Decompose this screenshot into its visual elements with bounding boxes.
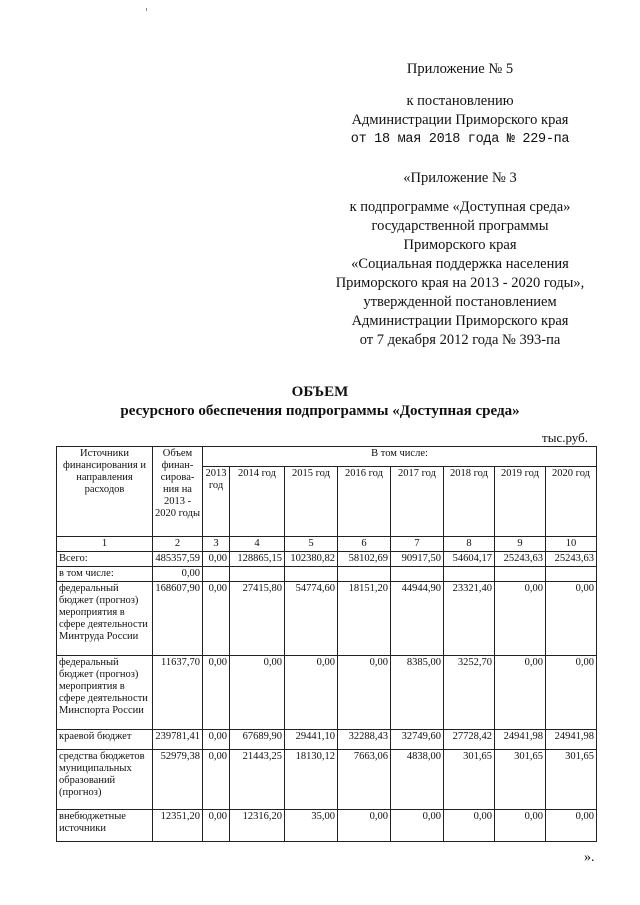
cell-value: 0,00 (495, 656, 546, 730)
resolution-date-number: от 18 мая 2018 года № 229-па (350, 132, 570, 147)
column-number: 10 (546, 537, 597, 552)
sub-appendix-label: «Приложение № 3 (403, 170, 517, 186)
table-row-federal-minsport (57, 656, 597, 730)
cell-value: 12316,20 (230, 810, 285, 842)
subprogram-line: Администрации Приморского края (351, 313, 569, 329)
table-row-extrabudgetary (57, 810, 597, 842)
row-label: федеральный бюджет (прогноз) мероприятия в сфере деятельности Минтруда России (57, 582, 153, 656)
closing-quote: ». (584, 850, 595, 865)
row-label: средства бюджетов муниципальных образований (прогноз) (57, 750, 153, 810)
cell-value: 90917,50 (391, 552, 444, 567)
header-year: 2016 год (338, 467, 391, 537)
cell-value: 12351,20 (153, 810, 203, 842)
table-row-including (57, 567, 597, 582)
cell-value: 301,65 (495, 750, 546, 810)
header-year: 2015 год (285, 467, 338, 537)
header-year: 2014 год (230, 467, 285, 537)
subprogram-line: к подпрограмме «Доступная среда» (349, 199, 571, 215)
cell-value: 0,00 (203, 552, 230, 567)
cell-value: 67689,90 (230, 730, 285, 750)
document-title: ОБЪЕМ (291, 384, 349, 400)
cell-value: 24941,98 (495, 730, 546, 750)
cell-value: 168607,90 (153, 582, 203, 656)
cell-value: 27415,80 (230, 582, 285, 656)
cell-value: 0,00 (546, 656, 597, 730)
cell-value: 25243,63 (546, 552, 597, 567)
cell-value: 18130,12 (285, 750, 338, 810)
cell-value: 27728,42 (444, 730, 495, 750)
column-number: 5 (285, 537, 338, 552)
resolution-reference (300, 92, 620, 149)
cell-value: 0,00 (391, 810, 444, 842)
cell-value: 29441,10 (285, 730, 338, 750)
resolution-to: к постановлению (406, 93, 514, 109)
unit-label: тыс.руб. (542, 430, 588, 445)
cell-value: 0,00 (338, 810, 391, 842)
column-number: 3 (203, 537, 230, 552)
cell-value: 23321,40 (444, 582, 495, 656)
sub-appendix (300, 169, 620, 188)
header-year: 2020 год (546, 467, 597, 537)
row-label: Всего: (57, 552, 153, 567)
table-row-regional (57, 730, 597, 750)
cell-value: 102380,82 (285, 552, 338, 567)
cell-value (391, 567, 444, 582)
table-header-row (57, 447, 597, 467)
cell-value: 0,00 (153, 567, 203, 582)
subprogram-line: Приморского края на 2013 - 2020 годы», (335, 275, 585, 291)
cell-value (444, 567, 495, 582)
subprogram-reference (300, 198, 620, 350)
column-number: 9 (495, 537, 546, 552)
row-label: внебюджетные источники (57, 810, 153, 842)
header-year: 2019 год (495, 467, 546, 537)
cell-value: 301,65 (444, 750, 495, 810)
header-including: В том числе: (203, 447, 597, 467)
column-number: 1 (57, 537, 153, 552)
cell-value: 0,00 (203, 750, 230, 810)
cell-value: 0,00 (203, 730, 230, 750)
cell-value: 0,00 (203, 582, 230, 656)
funding-table (56, 446, 597, 842)
cell-value: 0,00 (338, 656, 391, 730)
header-year: 2013 год (203, 467, 230, 537)
cell-value: 7663,06 (338, 750, 391, 810)
scan-mark (146, 8, 147, 11)
cell-value: 54604,17 (444, 552, 495, 567)
cell-value: 32288,43 (338, 730, 391, 750)
column-number-row (57, 537, 597, 552)
cell-value: 128865,15 (230, 552, 285, 567)
cell-value: 0,00 (230, 656, 285, 730)
subprogram-line: утвержденной постановлением (363, 294, 557, 310)
cell-value: 52979,38 (153, 750, 203, 810)
cell-value: 0,00 (495, 810, 546, 842)
row-label: федеральный бюджет (прогноз) мероприятия в сфере деятельности Минспорта России (57, 656, 153, 730)
cell-value: 8385,00 (391, 656, 444, 730)
appendix-number (300, 60, 620, 79)
row-label: краевой бюджет (57, 730, 153, 750)
table-row-federal-mintrud (57, 582, 597, 656)
resolution-administration: Администрации Приморского края (351, 112, 569, 128)
cell-value (546, 567, 597, 582)
header-year: 2017 год (391, 467, 444, 537)
document-subtitle: ресурсного обеспечения подпрограммы «Доступная среда» (120, 403, 520, 419)
column-number: 2 (153, 537, 203, 552)
cell-value (230, 567, 285, 582)
cell-value: 44944,90 (391, 582, 444, 656)
cell-value (495, 567, 546, 582)
cell-value: 18151,20 (338, 582, 391, 656)
cell-value: 32749,60 (391, 730, 444, 750)
subprogram-line: Приморского края (403, 237, 517, 253)
subprogram-line: от 7 декабря 2012 года № 393-па (359, 332, 561, 348)
cell-value (285, 567, 338, 582)
table-row-total (57, 552, 597, 567)
row-label: в том числе: (57, 567, 153, 582)
cell-value: 0,00 (546, 810, 597, 842)
cell-value: 11637,70 (153, 656, 203, 730)
cell-value: 0,00 (495, 582, 546, 656)
cell-value: 4838,00 (391, 750, 444, 810)
cell-value: 0,00 (546, 582, 597, 656)
column-number: 7 (391, 537, 444, 552)
header-total: Объем финан-сирова-ния на 2013 - 2020 годы (153, 447, 203, 537)
subprogram-line: государственной программы (371, 218, 549, 234)
column-number: 8 (444, 537, 495, 552)
table-row-municipal (57, 750, 597, 810)
cell-value: 0,00 (203, 810, 230, 842)
cell-value: 58102,69 (338, 552, 391, 567)
cell-value: 35,00 (285, 810, 338, 842)
column-number: 4 (230, 537, 285, 552)
cell-value: 239781,41 (153, 730, 203, 750)
cell-value (338, 567, 391, 582)
column-number: 6 (338, 537, 391, 552)
header-year: 2018 год (444, 467, 495, 537)
cell-value: 25243,63 (495, 552, 546, 567)
cell-value: 301,65 (546, 750, 597, 810)
cell-value: 0,00 (203, 656, 230, 730)
subprogram-line: «Социальная поддержка населения (351, 256, 569, 272)
cell-value: 24941,98 (546, 730, 597, 750)
cell-value: 54774,60 (285, 582, 338, 656)
appendix-label: Приложение № 5 (406, 61, 514, 77)
cell-value: 21443,25 (230, 750, 285, 810)
cell-value: 485357,59 (153, 552, 203, 567)
cell-value: 0,00 (444, 810, 495, 842)
cell-value: 0,00 (285, 656, 338, 730)
header-source: Источники финансирования и направления расходов (57, 447, 153, 537)
cell-value (203, 567, 230, 582)
cell-value: 3252,70 (444, 656, 495, 730)
